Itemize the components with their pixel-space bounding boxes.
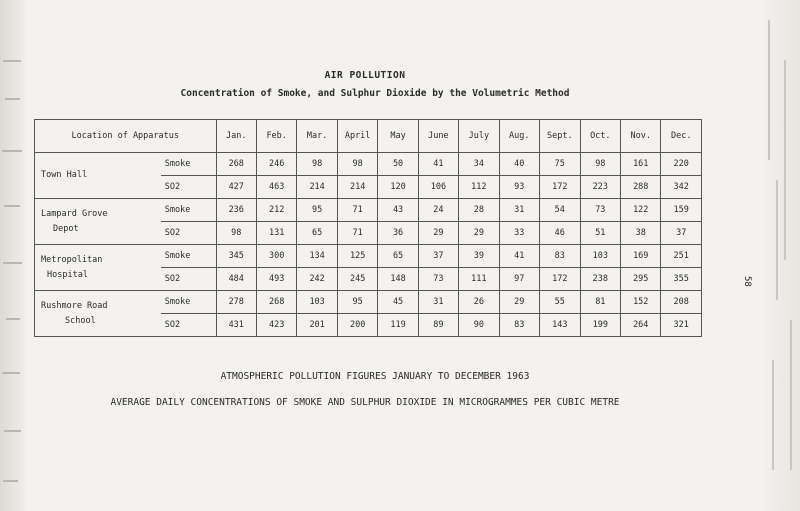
value-cell: 55 — [540, 291, 581, 314]
value-cell: 122 — [621, 199, 661, 222]
month-header: Feb. — [256, 120, 296, 153]
value-cell: 29 — [499, 291, 539, 314]
value-cell: 342 — [661, 176, 702, 199]
month-header: Jan. — [216, 120, 256, 153]
month-header: May — [378, 120, 418, 153]
value-cell: 161 — [621, 153, 661, 176]
value-cell: 41 — [418, 153, 458, 176]
value-cell: 112 — [459, 176, 499, 199]
value-cell: 37 — [661, 222, 702, 245]
value-cell: 172 — [540, 268, 581, 291]
table-row — [35, 291, 702, 314]
month-header: Sept. — [540, 120, 581, 153]
value-cell: 143 — [540, 314, 581, 337]
value-cell: 427 — [216, 176, 256, 199]
location-name: Lampard Grove — [41, 208, 108, 219]
value-cell: 200 — [337, 314, 378, 337]
value-cell: 208 — [661, 291, 702, 314]
pollutant-label: Smoke — [161, 199, 216, 222]
value-cell: 38 — [621, 222, 661, 245]
value-cell: 201 — [297, 314, 337, 337]
value-cell: 46 — [540, 222, 581, 245]
value-cell: 199 — [580, 314, 620, 337]
value-cell: 423 — [256, 314, 296, 337]
value-cell: 36 — [378, 222, 418, 245]
value-cell: 463 — [256, 176, 296, 199]
value-cell: 148 — [378, 268, 418, 291]
value-cell: 493 — [256, 268, 296, 291]
value-cell: 268 — [216, 153, 256, 176]
value-cell: 120 — [378, 176, 418, 199]
value-cell: 106 — [418, 176, 458, 199]
page-subtitle: Concentration of Smoke, and Sulphur Dioxide by the Volumetric Method — [180, 88, 570, 99]
table-row — [35, 153, 702, 176]
value-cell: 37 — [418, 245, 458, 268]
value-cell: 43 — [378, 199, 418, 222]
month-header: Dec. — [661, 120, 702, 153]
value-cell: 98 — [297, 153, 337, 176]
right-page-bleed — [760, 0, 800, 511]
value-cell: 245 — [337, 268, 378, 291]
value-cell: 28 — [459, 199, 499, 222]
location-name: Depot — [53, 223, 79, 234]
pollutant-label: SO2 — [161, 314, 216, 337]
value-cell: 119 — [378, 314, 418, 337]
value-cell: 214 — [337, 176, 378, 199]
value-cell: 111 — [459, 268, 499, 291]
value-cell: 50 — [378, 153, 418, 176]
value-cell: 295 — [621, 268, 661, 291]
value-cell: 73 — [580, 199, 620, 222]
value-cell: 39 — [459, 245, 499, 268]
location-cell — [35, 153, 161, 199]
value-cell: 71 — [337, 199, 378, 222]
table-row — [35, 245, 702, 268]
page-number: 58 — [742, 276, 752, 287]
value-cell: 89 — [418, 314, 458, 337]
value-cell: 214 — [297, 176, 337, 199]
pollution-table — [34, 119, 702, 337]
value-cell: 33 — [499, 222, 539, 245]
header-row — [35, 120, 702, 153]
value-cell: 264 — [621, 314, 661, 337]
pollutant-label: Smoke — [161, 291, 216, 314]
value-cell: 40 — [499, 153, 539, 176]
value-cell: 75 — [540, 153, 581, 176]
value-cell: 81 — [580, 291, 620, 314]
value-cell: 73 — [418, 268, 458, 291]
pollutant-label: Smoke — [161, 153, 216, 176]
value-cell: 220 — [661, 153, 702, 176]
value-cell: 41 — [499, 245, 539, 268]
value-cell: 288 — [621, 176, 661, 199]
pollutant-label: SO2 — [161, 176, 216, 199]
table-row — [35, 199, 702, 222]
value-cell: 95 — [297, 199, 337, 222]
value-cell: 268 — [256, 291, 296, 314]
value-cell: 236 — [216, 199, 256, 222]
value-cell: 223 — [580, 176, 620, 199]
location-cell — [35, 199, 161, 245]
month-header: Aug. — [499, 120, 539, 153]
value-cell: 83 — [499, 314, 539, 337]
value-cell: 169 — [621, 245, 661, 268]
value-cell: 71 — [337, 222, 378, 245]
value-cell: 97 — [499, 268, 539, 291]
pollutant-label: SO2 — [161, 268, 216, 291]
value-cell: 65 — [378, 245, 418, 268]
value-cell: 278 — [216, 291, 256, 314]
month-header: Mar. — [297, 120, 337, 153]
location-header: Location of Apparatus — [35, 120, 217, 153]
location-cell — [35, 245, 161, 291]
footer-units: AVERAGE DAILY CONCENTRATIONS OF SMOKE AND SULPHUR DIOXIDE IN MICROGRAMMES PER CUBIC METRE — [110, 397, 620, 408]
value-cell: 98 — [580, 153, 620, 176]
location-name: Town Hall — [41, 170, 88, 180]
location-name: Metropolitan — [41, 254, 103, 265]
value-cell: 238 — [580, 268, 620, 291]
value-cell: 29 — [459, 222, 499, 245]
value-cell: 212 — [256, 199, 296, 222]
pollutant-label: Smoke — [161, 245, 216, 268]
value-cell: 24 — [418, 199, 458, 222]
month-header: Oct. — [580, 120, 620, 153]
value-cell: 103 — [297, 291, 337, 314]
value-cell: 242 — [297, 268, 337, 291]
location-name: Rushmore Road — [41, 300, 108, 311]
value-cell: 90 — [459, 314, 499, 337]
value-cell: 95 — [337, 291, 378, 314]
value-cell: 29 — [418, 222, 458, 245]
value-cell: 98 — [337, 153, 378, 176]
value-cell: 134 — [297, 245, 337, 268]
value-cell: 54 — [540, 199, 581, 222]
value-cell: 131 — [256, 222, 296, 245]
value-cell: 345 — [216, 245, 256, 268]
value-cell: 125 — [337, 245, 378, 268]
value-cell: 355 — [661, 268, 702, 291]
value-cell: 246 — [256, 153, 296, 176]
value-cell: 65 — [297, 222, 337, 245]
value-cell: 93 — [499, 176, 539, 199]
value-cell: 31 — [418, 291, 458, 314]
value-cell: 321 — [661, 314, 702, 337]
location-name: School — [65, 315, 96, 326]
month-header: July — [459, 120, 499, 153]
value-cell: 484 — [216, 268, 256, 291]
page-title: AIR POLLUTION — [324, 70, 406, 81]
value-cell: 103 — [580, 245, 620, 268]
pollutant-label: SO2 — [161, 222, 216, 245]
location-cell — [35, 291, 161, 337]
value-cell: 34 — [459, 153, 499, 176]
month-header: Nov. — [621, 120, 661, 153]
value-cell: 31 — [499, 199, 539, 222]
value-cell: 83 — [540, 245, 581, 268]
location-name: Hospital — [47, 269, 88, 280]
value-cell: 251 — [661, 245, 702, 268]
value-cell: 300 — [256, 245, 296, 268]
value-cell: 98 — [216, 222, 256, 245]
value-cell: 45 — [378, 291, 418, 314]
value-cell: 152 — [621, 291, 661, 314]
value-cell: 431 — [216, 314, 256, 337]
month-header: April — [337, 120, 378, 153]
value-cell: 51 — [580, 222, 620, 245]
footer-caption: ATMOSPHERIC POLLUTION FIGURES JANUARY TO DECEMBER 1963 — [220, 371, 530, 382]
month-header: June — [418, 120, 458, 153]
value-cell: 159 — [661, 199, 702, 222]
value-cell: 172 — [540, 176, 581, 199]
value-cell: 26 — [459, 291, 499, 314]
